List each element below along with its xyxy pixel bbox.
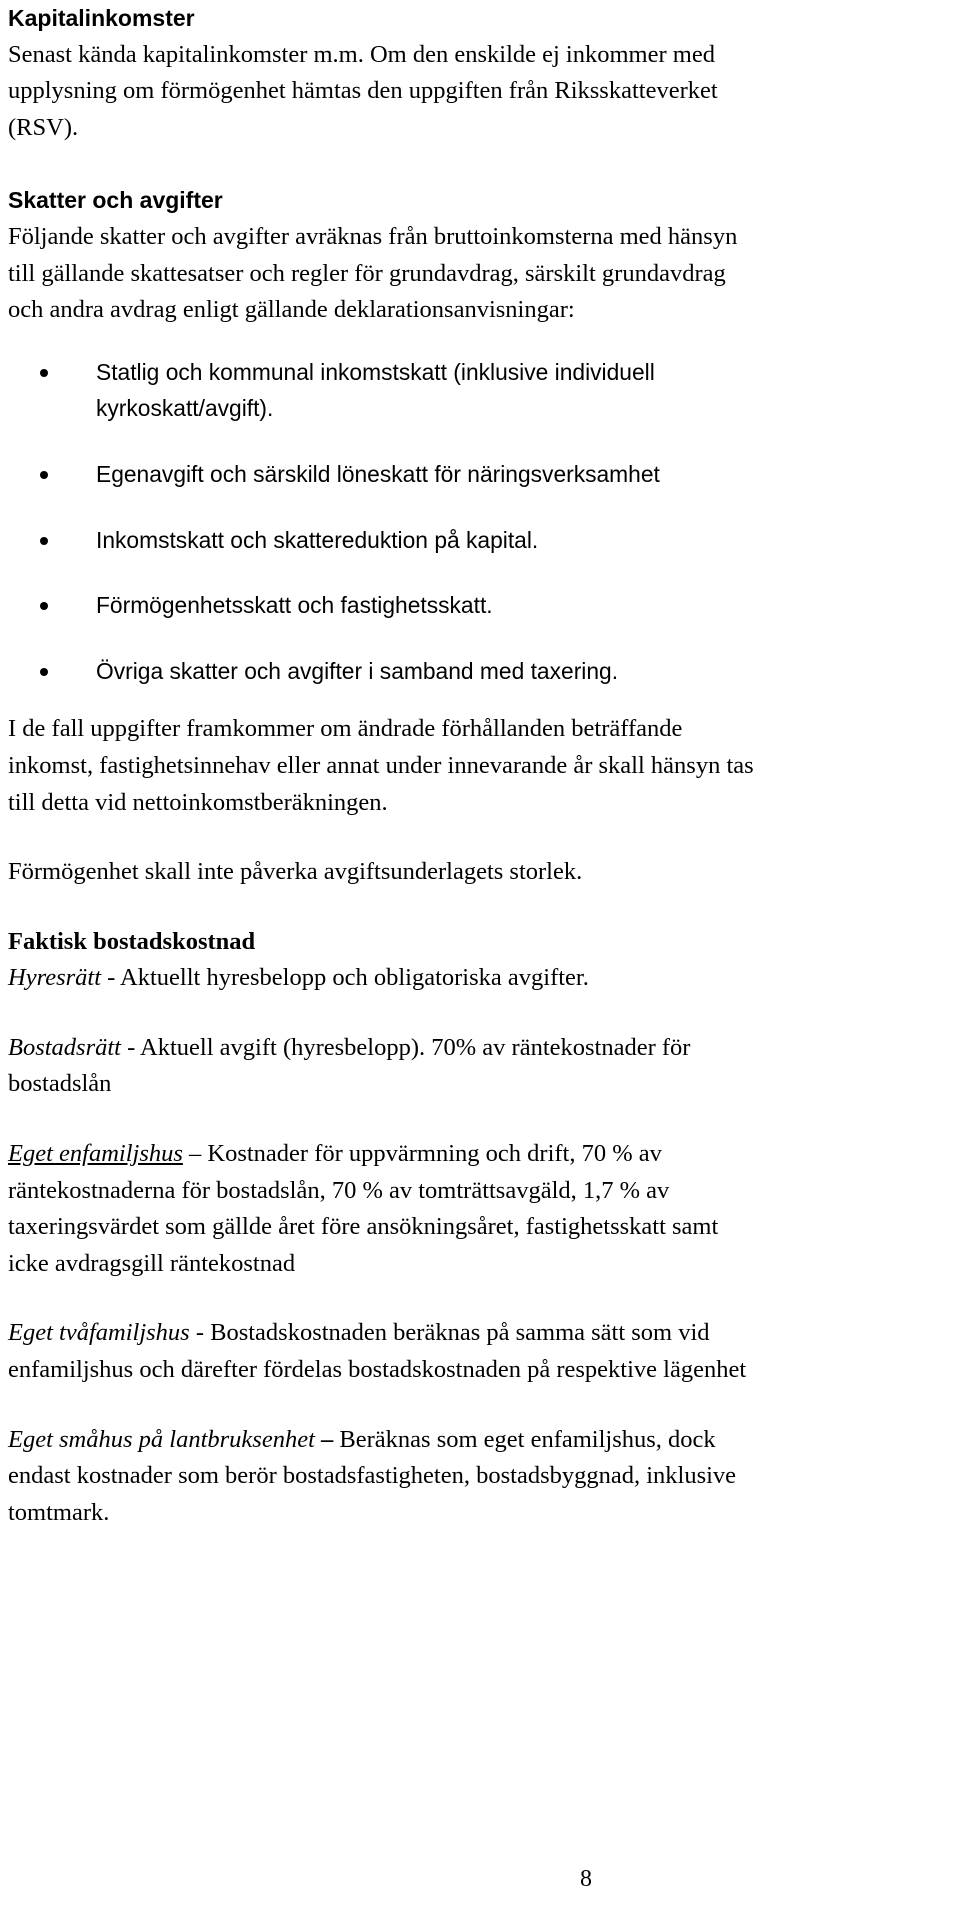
skatter-text-line: och andra avdrag enligt gällande deklarationsanvisningar:: [8, 296, 575, 324]
bullet-icon: [40, 369, 48, 377]
enfamiljshus-text: – Kostnader för uppvärmning och drift, 70 % av: [182, 1140, 662, 1168]
spacer: [8, 146, 952, 182]
tvafamiljshus-text: enfamiljshus och därefter fördelas bostadskostnaden på respektive lägenhet: [8, 1356, 747, 1384]
list-item-text: Inkomstskatt och skattereduktion på kapital.: [96, 526, 539, 553]
bostadsratt-term: Bostadsrätt: [8, 1033, 121, 1061]
list-item: [8, 653, 952, 690]
tax-bullet-list: [8, 354, 952, 690]
smahus-text: Beräknas som eget enfamiljshus, dock: [333, 1425, 716, 1453]
smahus-term: Eget småhus på lantbruksenhet: [8, 1425, 315, 1453]
smahus-text: endast kostnader som berör bostadsfastigheten, bostadsbyggnad, inklusive: [8, 1462, 737, 1490]
skatter-heading: Skatter och avgifter: [8, 187, 223, 214]
enfamiljshus-text: taxeringsvärdet som gällde året före ansökningsåret, fastighetsskatt samt: [8, 1213, 719, 1241]
enfamiljshus-term: Eget enfamiljshus: [8, 1140, 183, 1168]
spacer: [8, 329, 952, 354]
bullet-icon: [40, 668, 48, 676]
tvafamiljshus-term: Eget tvåfamiljshus: [8, 1319, 190, 1347]
list-item: [8, 522, 952, 559]
smahus-paragraph: [8, 1422, 952, 1532]
spacer: [8, 1389, 952, 1422]
kapitalinkomster-text-line: (RSV).: [8, 113, 79, 141]
bostadsratt-text: - Aktuell avgift (hyresbelopp). 70% av räntekostnader för: [121, 1033, 691, 1061]
bostadsratt-paragraph: [8, 1030, 952, 1103]
smahus-text: tomtmark.: [8, 1498, 110, 1526]
smahus-dash: –: [314, 1425, 334, 1453]
hyresratt-term: Hyresrätt: [8, 964, 101, 992]
bostadsratt-text: bostadslån: [8, 1070, 112, 1098]
spacer: [8, 1282, 952, 1315]
hyresratt-text: - Aktuellt hyresbelopp och obligatoriska avgifter.: [101, 964, 589, 992]
paragraph-line: inkomst, fastighetsinnehav eller annat under innevarande år skall hänsyn tas: [8, 751, 754, 779]
spacer: [8, 821, 952, 854]
spacer: [8, 1103, 952, 1136]
list-item-text: kyrkoskatt/avgift).: [96, 395, 274, 422]
spacer: [8, 891, 952, 924]
enfamiljshus-text: räntekostnaderna för bostadslån, 70 % av tomträttsavgäld, 1,7 % av: [8, 1176, 670, 1204]
skatter-text-line: till gällande skattesatser och regler för grundavdrag, särskilt grundavdrag: [8, 259, 726, 287]
list-item-text: Övriga skatter och avgifter i samband med taxering.: [96, 657, 619, 684]
bostad-heading: Faktisk bostadskostnad: [8, 927, 256, 955]
enfamiljshus-text: icke avdragsgill räntekostnad: [8, 1249, 296, 1277]
skatter-text-line: Följande skatter och avgifter avräknas från bruttoinkomsterna med hänsyn: [8, 222, 738, 250]
tvafamiljshus-text: - Bostadskostnaden beräknas på samma sätt som vid: [189, 1319, 710, 1347]
enfamiljshus-paragraph: [8, 1136, 952, 1282]
paragraph: [8, 711, 952, 821]
list-item-text: Egenavgift och särskild löneskatt för näringsverksamhet: [96, 460, 660, 487]
spacer: [8, 689, 952, 711]
page-number: 8: [580, 1866, 592, 1892]
bullet-icon: [40, 602, 48, 610]
skatter-section: [8, 182, 952, 890]
kapitalinkomster-text-line: upplysning om förmögenhet hämtas den uppgiften från Riksskatteverket: [8, 77, 718, 105]
paragraph-line: till detta vid nettoinkomstberäkningen.: [8, 788, 388, 816]
kapitalinkomster-heading: Kapitalinkomster: [8, 5, 195, 31]
document-page: [8, 0, 952, 1531]
hyresratt-line: [8, 960, 952, 997]
list-item-text: Förmögenhetsskatt och fastighetsskatt.: [96, 592, 493, 619]
paragraph: Förmögenhet skall inte påverka avgiftsunderlagets storlek.: [8, 858, 583, 886]
bullet-icon: [40, 537, 48, 545]
tvafamiljshus-paragraph: [8, 1315, 952, 1388]
bostad-section: [8, 924, 952, 1532]
list-item-text: Statlig och kommunal inkomstskatt (inklusive individuell: [96, 358, 655, 385]
list-item: [8, 456, 952, 493]
spacer: [8, 997, 952, 1030]
kapitalinkomster-text-line: Senast kända kapitalinkomster m.m. Om den enskilde ej inkommer med: [8, 40, 715, 68]
kapitalinkomster-section: [8, 0, 952, 146]
list-item: [8, 587, 952, 624]
list-item: [8, 354, 952, 427]
bullet-icon: [40, 471, 48, 479]
paragraph-line: I de fall uppgifter framkommer om ändrade förhållanden beträffande: [8, 715, 683, 743]
